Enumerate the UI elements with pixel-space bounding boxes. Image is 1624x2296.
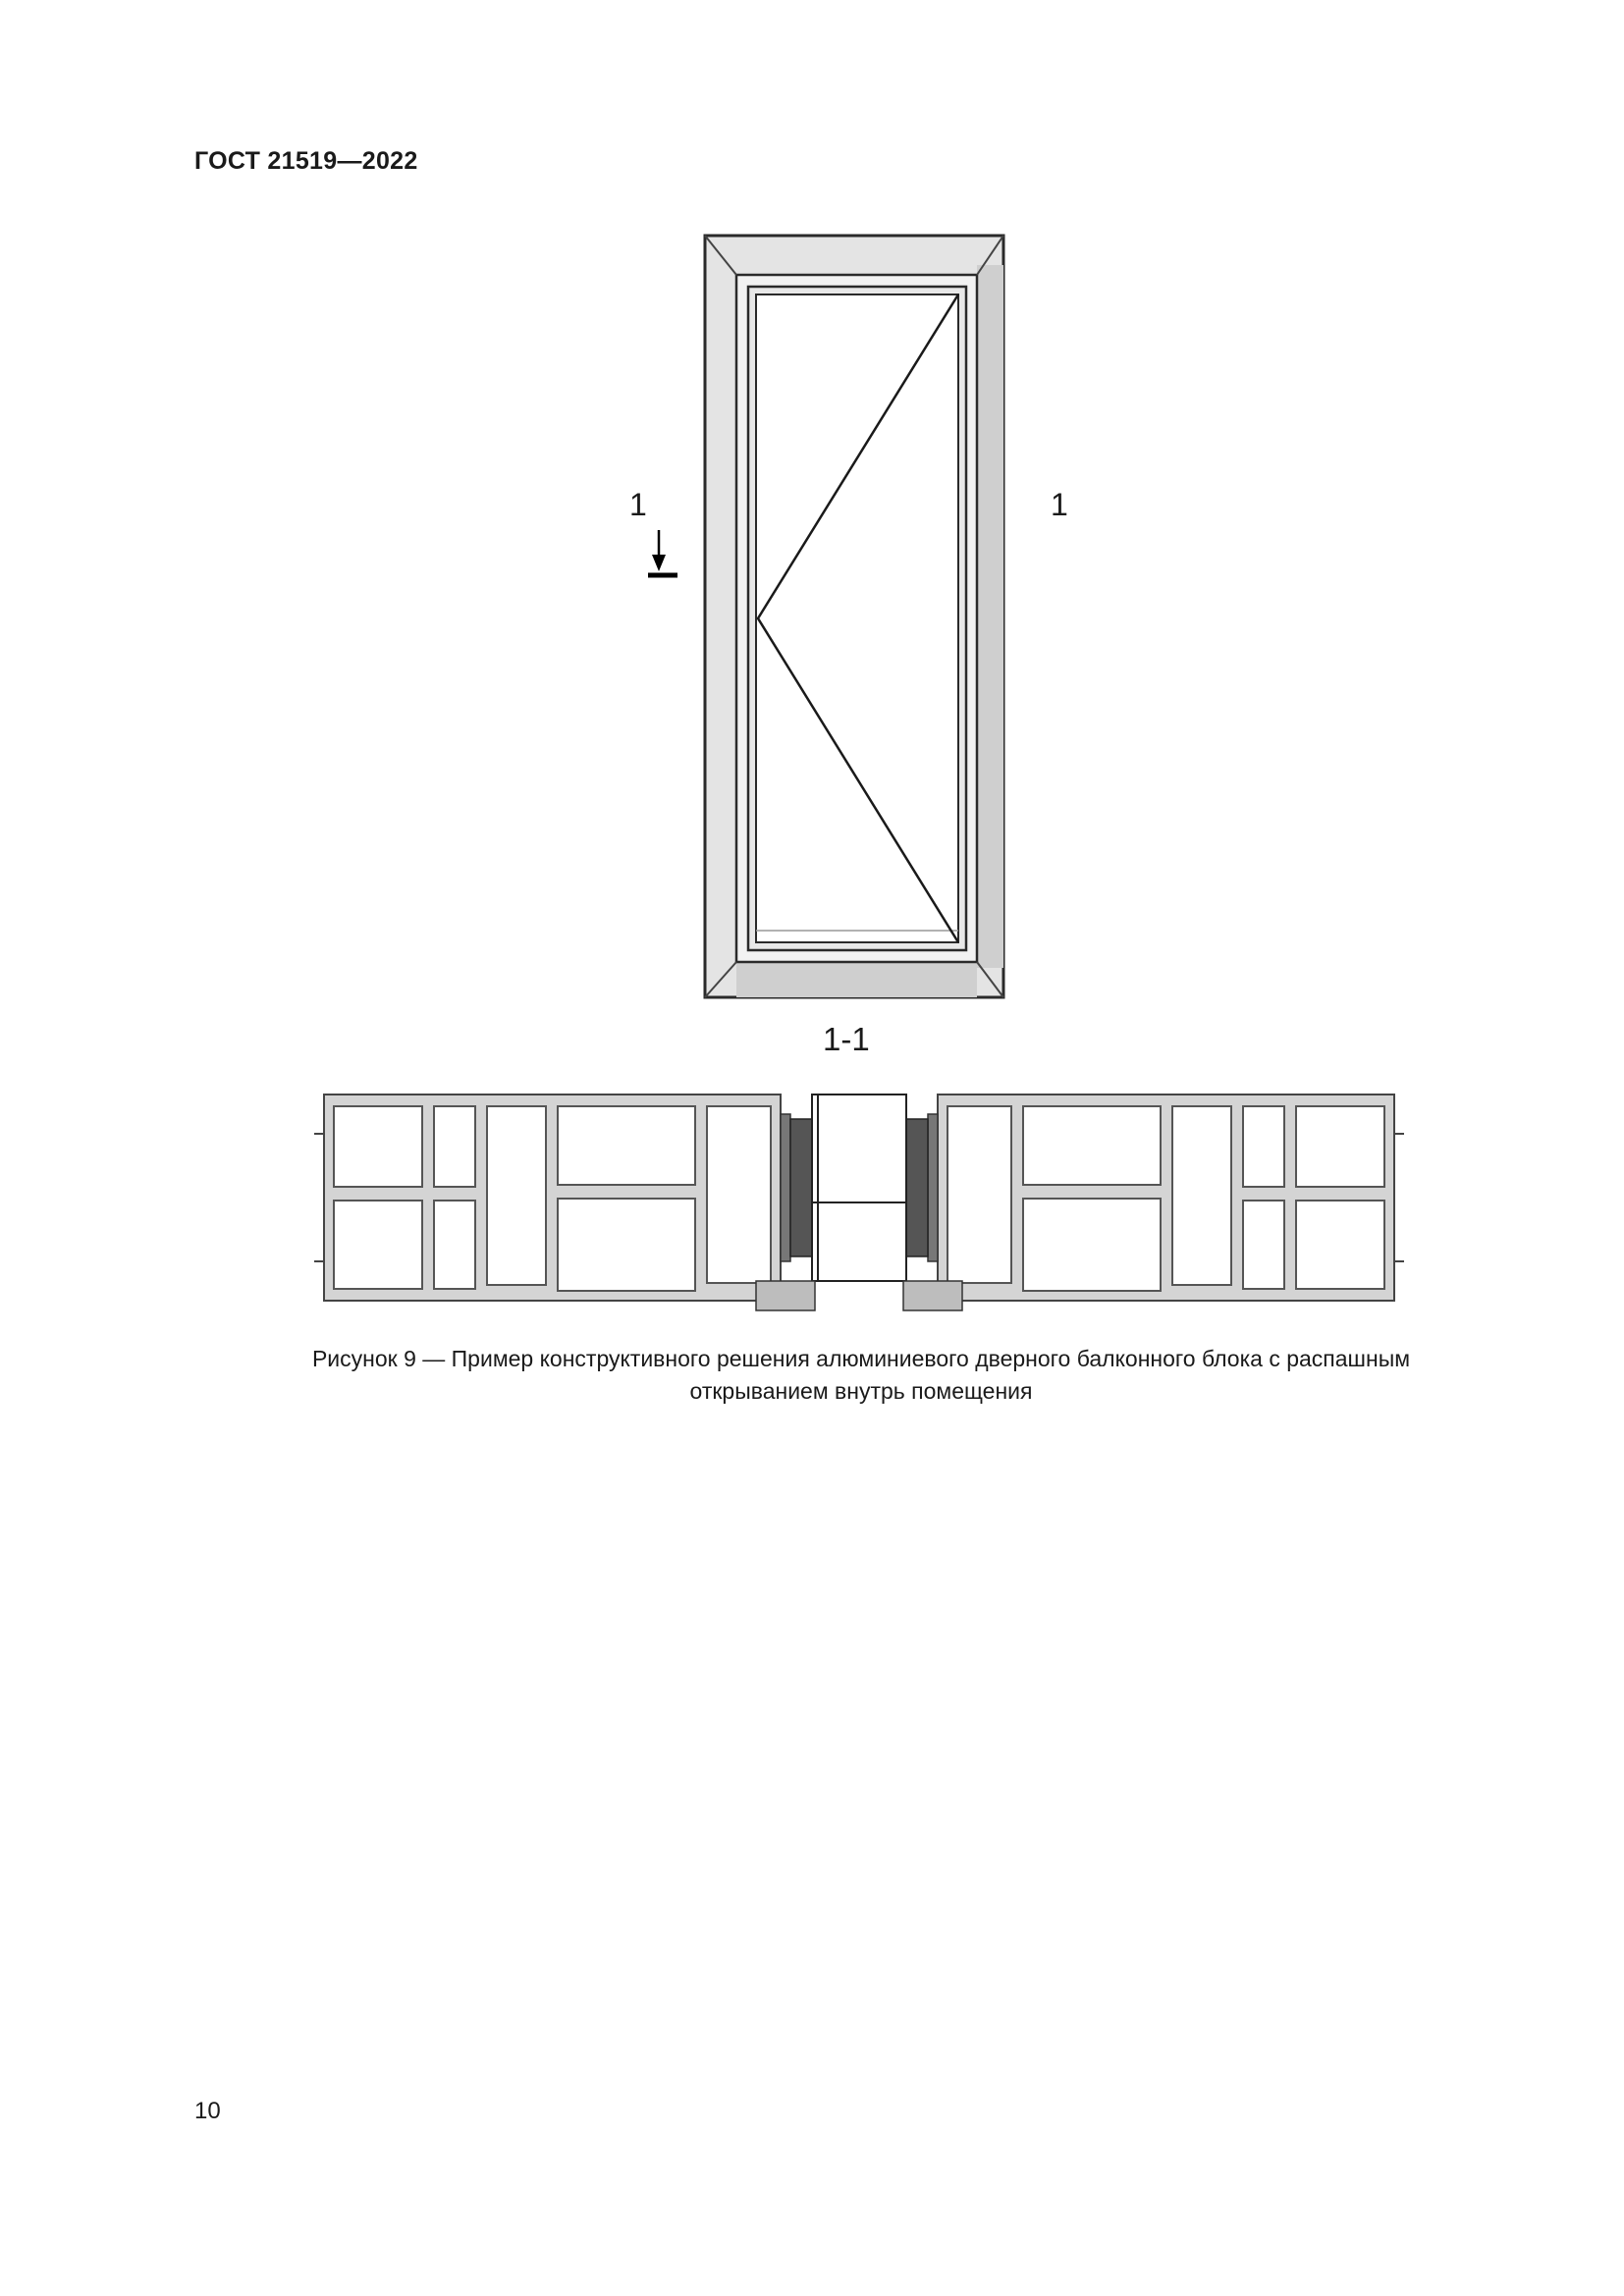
document-header: ГОСТ 21519—2022 bbox=[194, 147, 418, 175]
profile-cross-sections bbox=[314, 1075, 1404, 1320]
left-profile-section bbox=[314, 1095, 900, 1310]
door-elevation-drawing bbox=[609, 226, 1021, 1011]
page-number: 10 bbox=[194, 2098, 221, 2124]
door-frame-shade-right bbox=[977, 265, 1003, 968]
figure-caption bbox=[196, 1343, 1526, 1408]
right-profile-section bbox=[818, 1095, 1404, 1310]
figure-caption-line-1: Рисунок 9 — Пример конструктивного решения алюминиевого дверного балконного блока с распашным bbox=[311, 1346, 1411, 1371]
section-marker-right-label: 1 bbox=[1051, 487, 1068, 522]
door-glazing bbox=[756, 294, 958, 942]
door-frame-shade-bottom bbox=[736, 962, 977, 997]
section-marker-left-label: 1 bbox=[629, 487, 647, 522]
figure-caption-line-2: открыванием внутрь помещения bbox=[689, 1378, 1033, 1404]
section-title: 1-1 bbox=[823, 1021, 870, 1057]
